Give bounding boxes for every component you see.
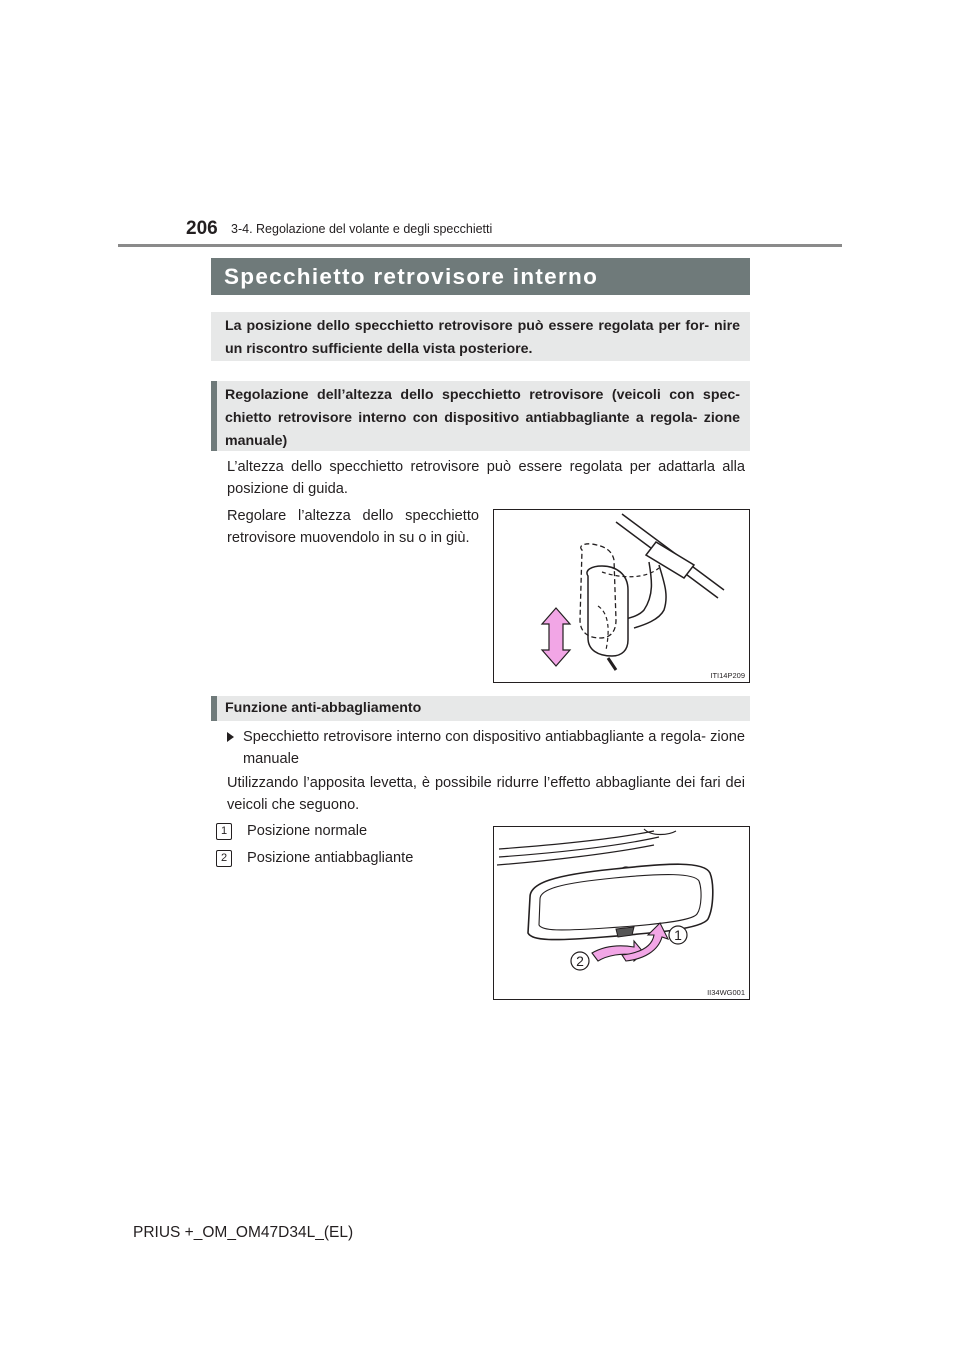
callout-2: 2 <box>576 953 584 969</box>
callout-1: 1 <box>674 927 682 943</box>
anti-glare-illustration <box>494 827 749 999</box>
up-down-arrow-icon <box>542 608 570 666</box>
list-item <box>216 848 413 868</box>
section-heading-anti-glare: Funzione anti-abbagliamento <box>211 696 750 721</box>
item-number: 1 <box>216 823 232 840</box>
document-footer: PRIUS +_OM_OM47D34L_(EL) <box>133 1224 354 1241</box>
figure-mirror-height <box>493 509 750 683</box>
bullet-text: Specchietto retrovisore interno con dispositivo antiabbagliante a regola- zione manuale <box>243 729 745 767</box>
list-item <box>216 821 367 841</box>
paragraph-height-intro: L’altezza dello specchietto retrovisore può essere regolata per adattarla alla posizione di guida. <box>227 459 745 497</box>
figure-anti-glare-lever <box>493 826 750 1000</box>
running-title: 3-4. Regolazione del volante e degli specchietti <box>231 222 493 236</box>
mirror-height-illustration <box>494 510 749 682</box>
figure-code: ITI14P209 <box>710 671 745 680</box>
header-rule <box>118 244 842 247</box>
paragraph-anti-glare: Utilizzando l’apposita levetta, è possibile ridurre l’effetto abbagliante dei fari dei veicoli che seguono. <box>227 775 745 813</box>
bullet-item <box>227 726 745 770</box>
intro-box: La posizione dello specchietto retrovisore può essere regolata per for- nire un riscontro sufficiente della vista posteriore. <box>211 312 750 361</box>
section-heading-height-adjustment: Regolazione dell’altezza dello specchietto retrovisore (veicoli con spec- chietto retrovisore interno con dispositivo antiabbagliante a regola- zione manuale) <box>211 381 750 451</box>
bullet-triangle-icon <box>227 732 234 742</box>
paragraph-height-instruction: Regolare l’altezza dello specchietto retrovisore muovendolo in su o in giù. <box>227 508 479 546</box>
item-number: 2 <box>216 850 232 867</box>
item-label: Posizione normale <box>247 823 368 839</box>
page-title: Specchietto retrovisore interno <box>211 258 750 295</box>
figure-code: II34WG001 <box>707 988 745 997</box>
page-number: 206 <box>186 218 218 239</box>
item-label: Posizione antiabbagliante <box>247 850 414 866</box>
